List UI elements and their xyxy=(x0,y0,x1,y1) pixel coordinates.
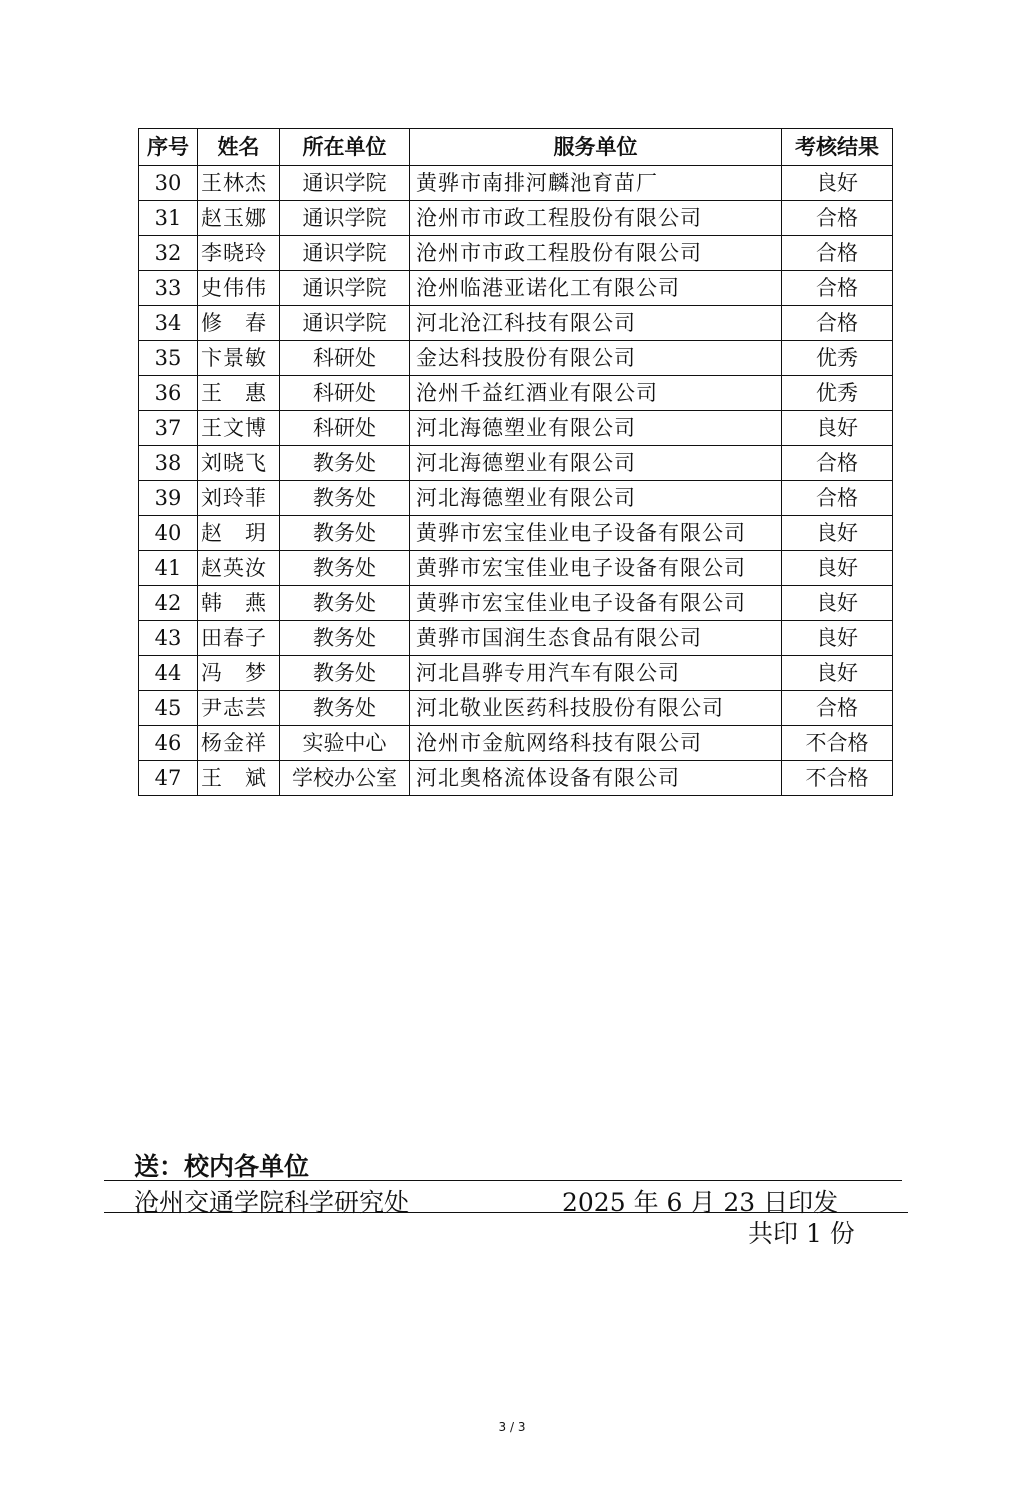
header-service-unit: 服务单位 xyxy=(410,129,782,166)
table-row xyxy=(139,761,893,796)
cell-service-unit: 沧州市市政工程股份有限公司 xyxy=(410,201,782,236)
table-row xyxy=(139,376,893,411)
cell-name: 刘玲菲 xyxy=(198,481,280,516)
cell-department: 通识学院 xyxy=(280,306,410,341)
cell-result: 合格 xyxy=(782,201,893,236)
table-header-row xyxy=(139,129,893,166)
cell-seq: 31 xyxy=(139,201,198,236)
cell-seq: 37 xyxy=(139,411,198,446)
table-row xyxy=(139,411,893,446)
cell-result: 优秀 xyxy=(782,376,893,411)
cell-department: 教务处 xyxy=(280,516,410,551)
cell-service-unit: 黄骅市宏宝佳业电子设备有限公司 xyxy=(410,586,782,621)
cell-name: 史伟伟 xyxy=(198,271,280,306)
cell-result: 合格 xyxy=(782,481,893,516)
cell-service-unit: 河北沧江科技有限公司 xyxy=(410,306,782,341)
cell-service-unit: 沧州千益红酒业有限公司 xyxy=(410,376,782,411)
cell-service-unit: 金达科技股份有限公司 xyxy=(410,341,782,376)
header-seq: 序号 xyxy=(139,129,198,166)
cell-result: 良好 xyxy=(782,411,893,446)
header-result: 考核结果 xyxy=(782,129,893,166)
table-row xyxy=(139,271,893,306)
cell-result: 合格 xyxy=(782,306,893,341)
cell-department: 教务处 xyxy=(280,481,410,516)
cell-department: 教务处 xyxy=(280,621,410,656)
table-row xyxy=(139,586,893,621)
cell-seq: 39 xyxy=(139,481,198,516)
table-row xyxy=(139,691,893,726)
cell-seq: 38 xyxy=(139,446,198,481)
cell-service-unit: 河北海德塑业有限公司 xyxy=(410,411,782,446)
cell-result: 良好 xyxy=(782,166,893,201)
cell-name: 修 春 xyxy=(198,306,280,341)
cell-result: 合格 xyxy=(782,446,893,481)
cell-result: 良好 xyxy=(782,586,893,621)
table-row xyxy=(139,166,893,201)
cell-seq: 46 xyxy=(139,726,198,761)
issue-date: 2025 年 6 月 23 日印发 xyxy=(562,1188,839,1217)
cell-result: 良好 xyxy=(782,551,893,586)
table-body xyxy=(139,166,893,796)
header-department: 所在单位 xyxy=(280,129,410,166)
cell-seq: 47 xyxy=(139,761,198,796)
cell-seq: 44 xyxy=(139,656,198,691)
cell-service-unit: 沧州市金航网络科技有限公司 xyxy=(410,726,782,761)
cell-result: 不合格 xyxy=(782,761,893,796)
table-row xyxy=(139,481,893,516)
cell-service-unit: 河北奥格流体设备有限公司 xyxy=(410,761,782,796)
cell-department: 教务处 xyxy=(280,586,410,621)
cell-name: 杨金祥 xyxy=(198,726,280,761)
cell-service-unit: 河北海德塑业有限公司 xyxy=(410,481,782,516)
cell-result: 良好 xyxy=(782,656,893,691)
cell-department: 教务处 xyxy=(280,446,410,481)
cell-seq: 42 xyxy=(139,586,198,621)
cell-department: 学校办公室 xyxy=(280,761,410,796)
cell-result: 优秀 xyxy=(782,341,893,376)
cell-name: 李晓玲 xyxy=(198,236,280,271)
table-row xyxy=(139,621,893,656)
cell-name: 赵英汝 xyxy=(198,551,280,586)
cell-service-unit: 沧州市市政工程股份有限公司 xyxy=(410,236,782,271)
cell-result: 不合格 xyxy=(782,726,893,761)
cell-department: 教务处 xyxy=(280,656,410,691)
cell-department: 通识学院 xyxy=(280,236,410,271)
cell-result: 合格 xyxy=(782,691,893,726)
cell-name: 赵玉娜 xyxy=(198,201,280,236)
cell-service-unit: 河北海德塑业有限公司 xyxy=(410,446,782,481)
cell-name: 田春子 xyxy=(198,621,280,656)
table-row xyxy=(139,236,893,271)
cell-name: 韩 燕 xyxy=(198,586,280,621)
cell-seq: 33 xyxy=(139,271,198,306)
cell-seq: 43 xyxy=(139,621,198,656)
cell-name: 王文博 xyxy=(198,411,280,446)
cell-name: 赵 玥 xyxy=(198,516,280,551)
cell-seq: 36 xyxy=(139,376,198,411)
cell-result: 良好 xyxy=(782,621,893,656)
cell-result: 合格 xyxy=(782,236,893,271)
cell-department: 教务处 xyxy=(280,691,410,726)
cell-service-unit: 沧州临港亚诺化工有限公司 xyxy=(410,271,782,306)
cell-department: 通识学院 xyxy=(280,271,410,306)
cell-service-unit: 黄骅市国润生态食品有限公司 xyxy=(410,621,782,656)
table-row xyxy=(139,656,893,691)
cell-result: 合格 xyxy=(782,271,893,306)
cell-result: 良好 xyxy=(782,516,893,551)
cell-seq: 34 xyxy=(139,306,198,341)
header-name: 姓名 xyxy=(198,129,280,166)
cell-name: 冯 梦 xyxy=(198,656,280,691)
cell-name: 王 斌 xyxy=(198,761,280,796)
issuing-office: 沧州交通学院科学研究处 xyxy=(134,1188,410,1217)
cell-service-unit: 黄骅市宏宝佳业电子设备有限公司 xyxy=(410,516,782,551)
table-row xyxy=(139,551,893,586)
table-row xyxy=(139,201,893,236)
cell-service-unit: 河北敬业医药科技股份有限公司 xyxy=(410,691,782,726)
cell-service-unit: 黄骅市南排河麟池育苗厂 xyxy=(410,166,782,201)
cell-seq: 40 xyxy=(139,516,198,551)
table-row xyxy=(139,341,893,376)
cell-name: 王 惠 xyxy=(198,376,280,411)
cell-seq: 32 xyxy=(139,236,198,271)
table-row xyxy=(139,516,893,551)
cell-seq: 30 xyxy=(139,166,198,201)
cell-seq: 41 xyxy=(139,551,198,586)
cell-department: 科研处 xyxy=(280,411,410,446)
cell-department: 科研处 xyxy=(280,376,410,411)
cell-department: 教务处 xyxy=(280,551,410,586)
cell-name: 尹志芸 xyxy=(198,691,280,726)
page-number: 3 / 3 xyxy=(498,1420,526,1434)
footer-divider-top xyxy=(104,1180,902,1181)
table-row xyxy=(139,446,893,481)
cell-seq: 45 xyxy=(139,691,198,726)
table-row xyxy=(139,726,893,761)
cell-service-unit: 黄骅市宏宝佳业电子设备有限公司 xyxy=(410,551,782,586)
cell-department: 通识学院 xyxy=(280,201,410,236)
cell-department: 通识学院 xyxy=(280,166,410,201)
cell-name: 刘晓飞 xyxy=(198,446,280,481)
cell-name: 王林杰 xyxy=(198,166,280,201)
footer-divider-bottom xyxy=(104,1212,908,1213)
cell-service-unit: 河北昌骅专用汽车有限公司 xyxy=(410,656,782,691)
cell-department: 科研处 xyxy=(280,341,410,376)
cell-name: 卞景敏 xyxy=(198,341,280,376)
cell-department: 实验中心 xyxy=(280,726,410,761)
distribution-recipients: 送：校内各单位 xyxy=(134,1152,310,1181)
cell-seq: 35 xyxy=(139,341,198,376)
copy-count: 共印 1 份 xyxy=(748,1219,855,1248)
table-row xyxy=(139,306,893,341)
assessment-results-table xyxy=(138,128,893,796)
